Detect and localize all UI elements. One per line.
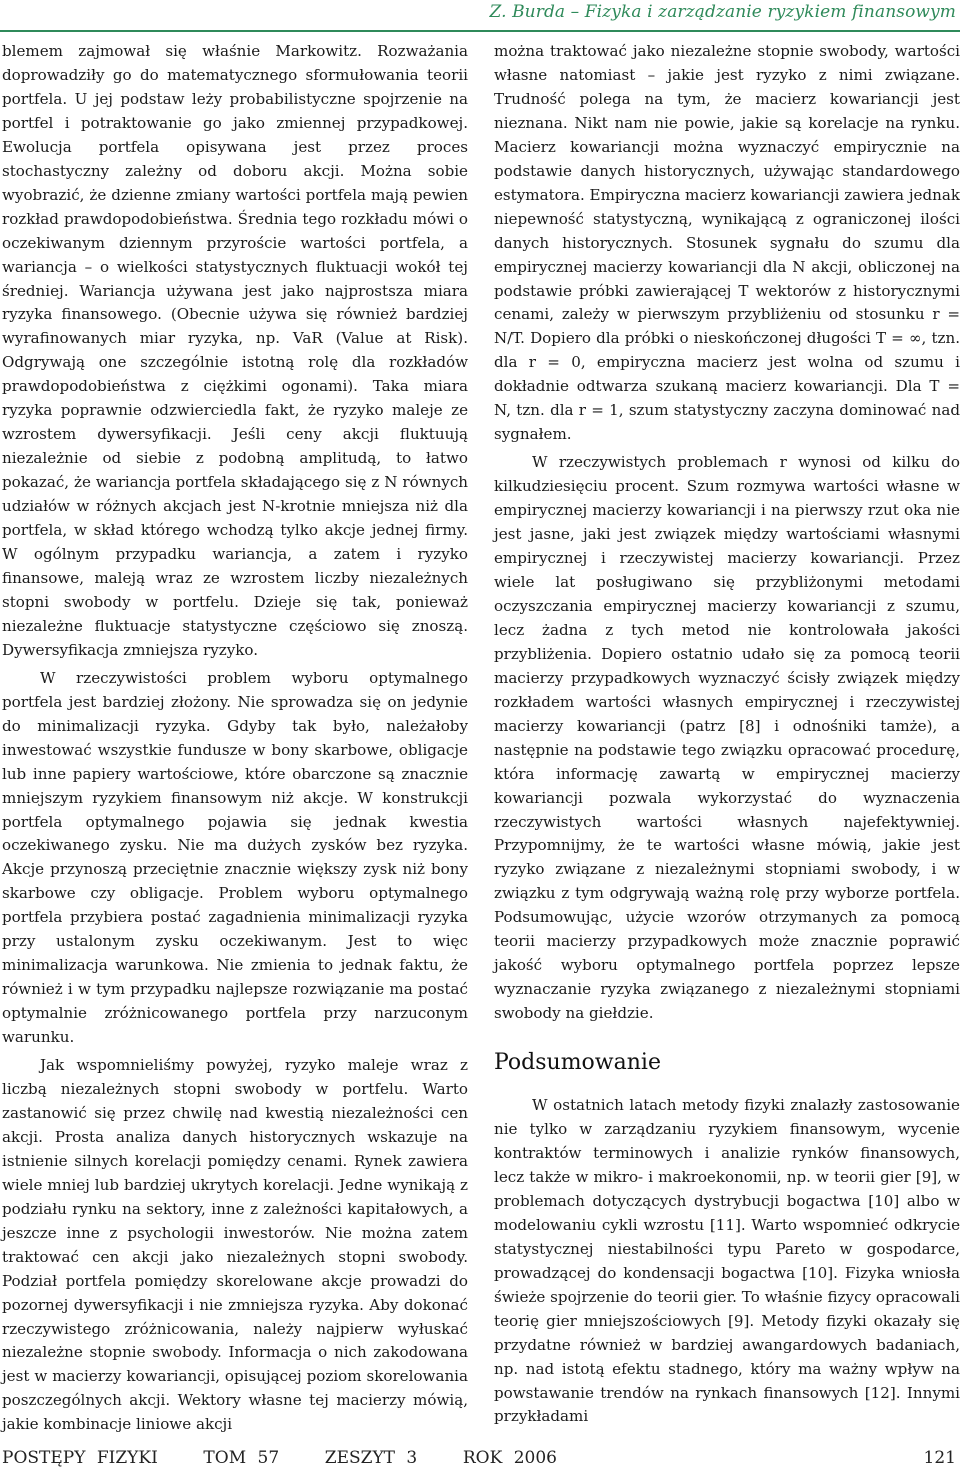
right-column [494, 40, 960, 1429]
page-number: 121 [923, 1448, 956, 1468]
left-paragraph-2: W rzeczywistości problem wyboru optymalnego portfela jest bardziej złożony. Nie sprowadza się on jedynie do minimalizacji ryzyka. Gdyby tak było, należałoby inwestować wszystkie fundusze w bony skarbowe, obligacje lub inne papiery wartościowe, które obarczone są znacznie mniejszym ryzykiem finansowym niż akcje. W konstrukcji portfela optymalnego pojawia się jednak kwestia oczekiwanego zysku. Nie ma dużych zysków bez ryzyka. Akcje przynoszą przeciętnie znacznie większy zysk niż bony skarbowe czy obligacje. Problem wyboru optymalnego portfela przybiera postać zagadnienia minimalizacji ryzyka przy ustalonym zysku oczekiwanym. Jest to więc minimalizacja warunkowa. Nie zmienia to jednak faktu, że również i w tym przypadku najlepsze rozwiązanie ma postać optymalnie zróżnicowanego portfela przy narzuconym warunku. [2, 668, 468, 1047]
journal-footer [2, 1448, 557, 1468]
footer-year: ROK 2006 [462, 1448, 557, 1468]
footer-issue: ZESZYT 3 [324, 1448, 418, 1468]
section-paragraph-1: W ostatnich latach metody fizyki znalazły zastosowanie nie tylko w zarządzaniu ryzykiem finansowym, wycenie kontraktów terminowych i analizie rynków finansowych, lecz także w mikro- i makroekonomii, np. w teorii gier [9], w problemach dotyczących dystrybucji bogactwa [10] albo w modelowaniu cykli wzrostu [11]. Warto wspomnieć odkrycie statystycznej niestabilności typu Pareto w gospodarce, prowadzącej do kondensacji bogactwa [10]. Fizyka wniosła świeże spojrzenie do teorii gier. To właśnie fizycy opracowali teorię gier mniejszościowych [9]. Metody fizyki okazały się przydatne również w bardziej awangardowych badaniach, np. nad istotą efektu stadnego, który ma ważny wpływ na powstawanie trendów na rynkach finansowych [12]. Innymi przykładami [494, 1096, 960, 1426]
section-heading: Podsumowanie [494, 1050, 661, 1076]
right-paragraph-1: można traktować jako niezależne stopnie swobody, wartości własne natomiast – jakie jest ryzyko z nimi związane. Trudność polega na tym, że macierz kowariancji jest nieznana. Nikt nam nie powie, jakie są korelacje na rynku. Macierz kowariancji można wyznaczyć empirycznie na podstawie danych historycznych, używając standardowego estymatora. Empiryczna macierz kowariancji zawiera jednak niepewność statystyczną, wynikającą z ograniczonej ilości danych historycznych. Stosunek sygnału do szumu dla empirycznej macierzy kowariancji dla N akcji, obliczonej na podstawie próbki zawierającej T wektorów z historycznymi cenami, zależy w pierwszym przybliżeniu od stosunku r = N/T. Dopiero dla próbki o nieskończonej długości T = ∞, tzn. dla r = 0, empiryczna macierz jest wolna od szumu i dokładnie odtwarza szukaną macierz kowariancji. Dla T = N, tzn. dla r = 1, szum statystyczny zaczyna dominować nad sygnałem. [494, 42, 960, 444]
footer-journal: POSTĘPY FIZYKI [2, 1448, 158, 1468]
footer-volume: TOM 57 [203, 1448, 280, 1468]
header-rule [0, 30, 960, 32]
right-paragraph-2: W rzeczywistych problemach r wynosi od kilku do kilkudziesięciu procent. Szum rozmywa wartości własne w empirycznej macierzy kowariancji i na pierwszy rzut oka nie jest jasne, jaki jest związek między wartościami własnymi empirycznej i rzeczywistej macierzy kowariancji. Przez wiele lat posługiwano się przybliżonymi metodami oczyszczania empirycznej macierzy kowariancji z szumu, lecz żadna z tych metod nie kontrolowała jakości przybliżenia. Dopiero ostatnio udało się za pomocą teorii macierzy przypadkowych wyznaczyć ścisły związek między rozkładem wartości własnych empirycznej i rzeczywistej macierzy kowariancji (patrz [8] i odnośniki tamże), a następnie na podstawie tego związku opracować procedurę, która informację zawartą w empirycznej macierzy kowariancji pozwala wykorzystać do wyznaczenia rzeczywistych wartości własnych najefektywniej. Przypomnijmy, że te wartości własne mówią, jakie jest ryzyko związane z niezależnymi stopniami swobody, i w związku z tym odgrywają ważną rolę przy wyborze portfela. Podsumowując, użycie wzorów otrzymanych za pomocą teorii macierzy przypadkowych może znacznie poprawić jakość wyboru optymalnego portfela poprzez lepsze wyznaczanie ryzyka związanego z niezależnymi stopniami swobody na giełdzie. [494, 453, 960, 1023]
running-title: Z. Burda – Fizyka i zarządzanie ryzykiem finansowym [489, 2, 956, 22]
left-paragraph-1: blemem zajmował się właśnie Markowitz. Rozważania doprowadziły go do matematycznego sformułowania teorii portfela. U jej podstaw leży probabilistyczne spojrzenie na portfel i potraktowanie go jako zmiennej przypadkowej. Ewolucja portfela opisywana jest przez proces stochastyczny zależny od doboru akcji. Można sobie wyobrazić, że dzienne zmiany wartości portfela mają pewien rozkład prawdopodobieństwa. Średnia tego rozkładu mówi o oczekiwanym dziennym przyroście wartości portfela, a wariancja – o wielkości statystycznych fluktuacji wokół tej średniej. Wariancja używana jest jako najprostsza miara ryzyka finansowego. (Obecnie używa się również bardziej wyrafinowanych miar ryzyka, np. VaR (Value at Risk). Odgrywają one szczególnie istotną rolę dla rozkładów prawdopodobieństwa z ciężkimi ogonami). Taka miara ryzyka poprawnie odzwierciedla fakt, że ryzyko maleje ze wzrostem dywersyfikacji. Jeśli ceny akcji fluktuują niezależnie od siebie z podobną amplitudą, to łatwo pokazać, że wariancja portfela składającego się z N równych udziałów w różnych akcjach jest N-krotnie mniejsza niż dla portfela, w skład którego wchodzą tylko akcje jednej firmy. W ogólnym przypadku wariancja, a zatem i ryzyko finansowe, maleją wraz ze wzrostem liczby niezależnych stopni swobody w portfelu. Dzieje się tak, ponieważ niezależne fluktuacje statystyczne częściowo się znoszą. Dywersyfikacja zmniejsza ryzyko. [2, 42, 468, 659]
left-column [2, 40, 468, 1437]
left-paragraph-3: Jak wspomnieliśmy powyżej, ryzyko maleje wraz z liczbą niezależnych stopni swobody w portfelu. Warto zastanowić się przez chwilę nad kwestią niezależności cen akcji. Prosta analiza danych historycznych wskazuje na istnienie silnych korelacji pomiędzy cenami. Rynek zawiera wiele mniej lub bardziej ukrytych korelacji. Jedne wynikają z podziału rynku na sektory, inne z zależności kapitałowych, a jeszcze inne z psychologii inwestorów. Nie można zatem traktować cen akcji jako niezależnych stopni swobody. Podział portfela pomiędzy skorelowane akcje prowadzi do pozornej dywersyfikacji i nie zmniejsza ryzyka. Aby dokonać rzeczywistego zróżnicowania, należy najpierw wyłuskać niezależne stopnie swobody. Informacja o nich zakodowana jest w macierzy kowariancji, opisującej poziom skorelowania poszczególnych akcji. Wektory własne tej macierzy mówią, jakie kombinacje liniowe akcji [2, 1056, 468, 1434]
